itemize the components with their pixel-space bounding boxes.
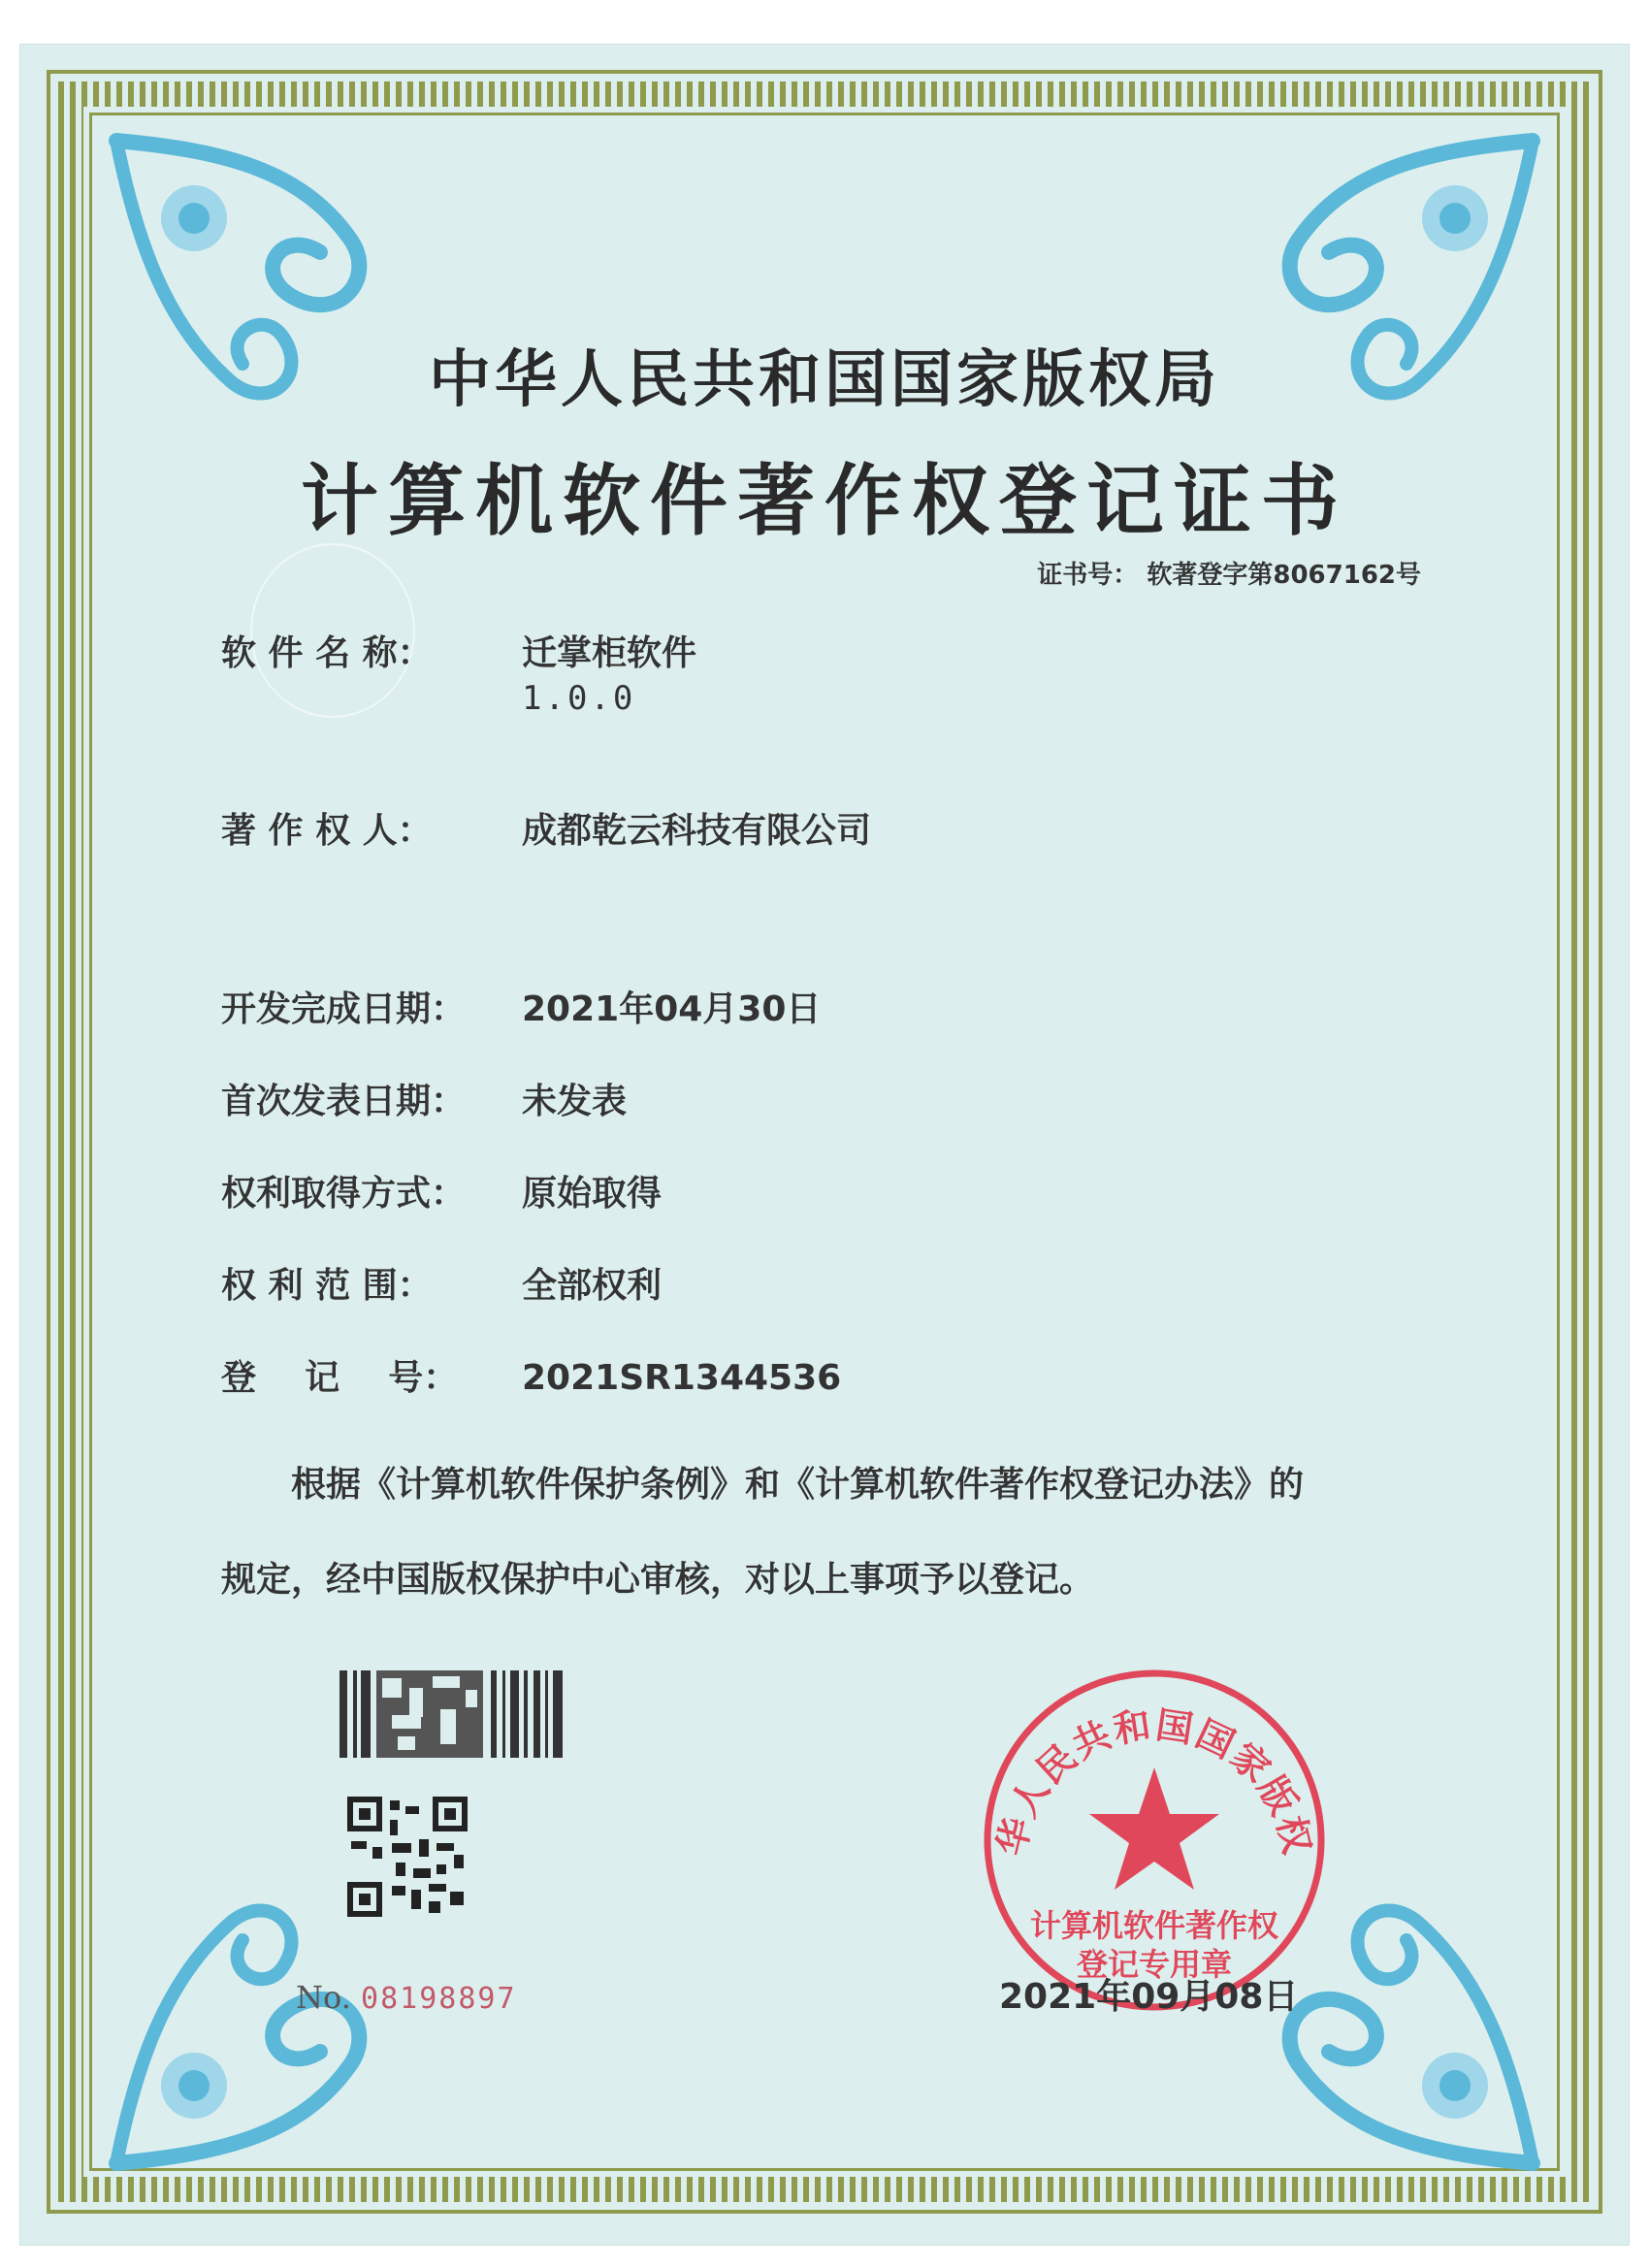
qr-code-image xyxy=(347,1797,468,1921)
serial-number xyxy=(296,1979,517,2016)
certificate-number-label: 证书号： xyxy=(1037,561,1139,590)
serial-prefix: No. xyxy=(296,1979,351,2016)
field-value: 全部权利 xyxy=(522,1266,663,1306)
field-owner xyxy=(221,803,871,853)
field-value: 原始取得 xyxy=(522,1174,663,1214)
field-publish-date xyxy=(221,1074,627,1123)
certificate-number-value: 软著登字第8067162号 xyxy=(1147,561,1421,590)
field-registration-number xyxy=(221,1350,841,1400)
statement-line-1: 根据《计算机软件保护条例》和《计算机软件著作权登记办法》的 xyxy=(291,1465,1305,1505)
barcode-image xyxy=(340,1670,572,1762)
field-value: 2021年04月30日 xyxy=(522,989,822,1029)
field-value: 成都乾云科技有限公司 xyxy=(522,811,872,851)
field-label: 登 记 号： xyxy=(221,1358,459,1398)
serial-value: 08198897 xyxy=(361,1982,517,2016)
field-label: 著 作 权 人： xyxy=(221,811,433,851)
field-software-name xyxy=(221,626,696,675)
field-label: 首次发表日期： xyxy=(221,1082,467,1121)
statement-line-2: 规定，经中国版权保护中心审核，对以上事项予以登记。 xyxy=(221,1560,1095,1600)
seal-line-2: 登记专用章 xyxy=(1076,1946,1233,1983)
field-acquire-method xyxy=(221,1166,662,1215)
issue-date: 2021年09月08日 xyxy=(999,1977,1299,2017)
field-scope xyxy=(221,1258,662,1308)
field-value: 迁掌柜软件 xyxy=(522,633,697,673)
field-label: 权利取得方式： xyxy=(221,1174,467,1214)
field-version: 1.0.0 xyxy=(522,679,636,718)
field-value: 2021SR1344536 xyxy=(522,1358,842,1398)
field-label: 权 利 范 围： xyxy=(221,1266,433,1306)
field-label: 软 件 名 称： xyxy=(221,633,433,673)
field-label: 开发完成日期： xyxy=(221,989,467,1029)
corner-ornament-bottom-left xyxy=(107,1882,456,2173)
field-completion-date xyxy=(221,982,821,1031)
field-value: 未发表 xyxy=(522,1082,628,1121)
issuing-authority: 中华人民共和国国家版权局 xyxy=(429,343,1220,416)
certificate-number xyxy=(1037,555,1421,591)
seal-line-1: 计算机软件著作权 xyxy=(1029,1907,1279,1944)
seal-outer-text: 华人民共和国国家版权 xyxy=(989,1702,1319,1860)
certificate-title: 计算机软件著作权登记证书 xyxy=(301,455,1348,546)
